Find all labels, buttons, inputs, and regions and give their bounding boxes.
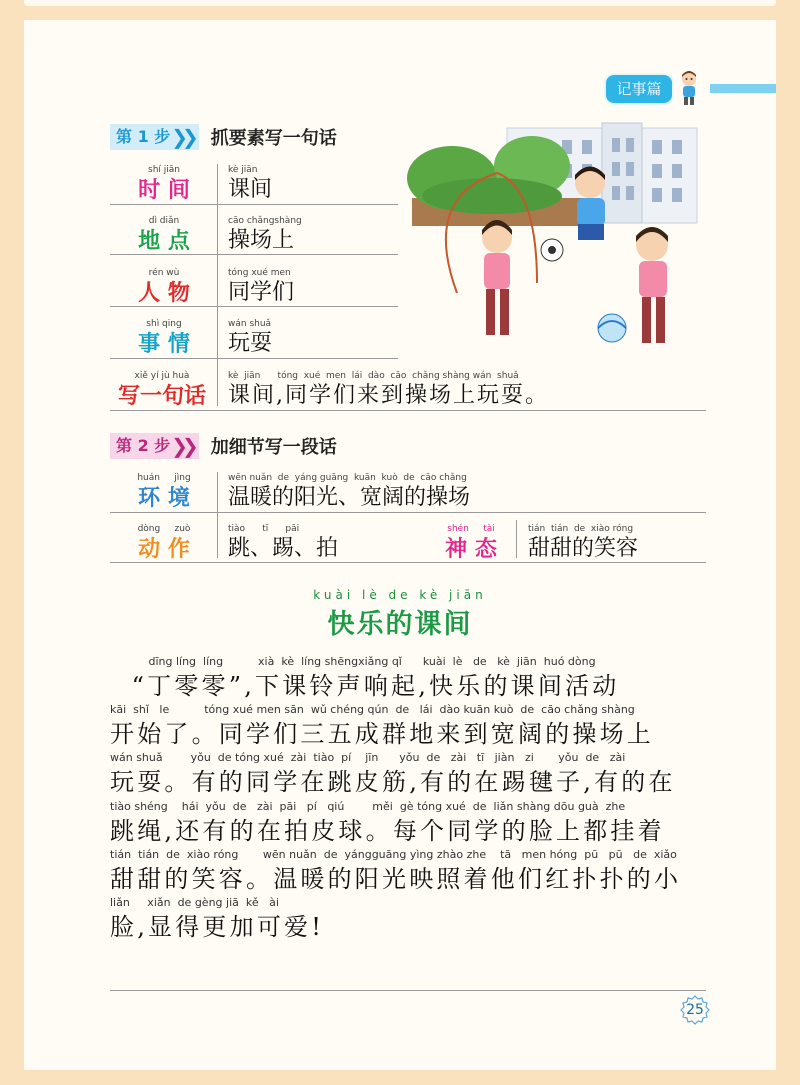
page-number: 25: [686, 1002, 704, 1018]
chevron-right-icon: ❯❯: [171, 125, 193, 149]
label-pinyin: huán jìng: [137, 473, 191, 483]
step1-title: 抓要素写一句话: [210, 128, 337, 149]
story-line-pinyin: wán shuǎ yǒu de tóng xué zài tiào pí jīn yǒu de zài tī jiàn zi yǒu de zài: [110, 751, 626, 764]
story-line-pinyin: tián tián de xiào róng wēn nuǎn de yángguāng yìng zhào zhe tā men hóng pū pū de xiǎo: [110, 848, 677, 861]
label-text: 神 态: [445, 536, 497, 562]
label-environment: [118, 472, 210, 511]
table-divider: [217, 472, 218, 558]
value-pinyin: wēn nuǎn de yáng guāng kuān kuò de cāo chǎng: [228, 473, 467, 483]
label-pinyin: dì diǎn: [148, 216, 180, 226]
value-text: 课间: [228, 177, 273, 202]
label-text: 写一句话: [117, 383, 206, 409]
value-time: [228, 164, 388, 203]
value-expression: [528, 523, 698, 562]
story-line: [110, 702, 706, 750]
step1-tag-text: 第 1 步: [116, 127, 171, 146]
header-bar: [710, 84, 776, 93]
value-pinyin: tóng xué men: [228, 268, 291, 278]
label-expression: [428, 523, 514, 562]
label-pinyin: shì qing: [146, 319, 182, 329]
story-line-text: “丁零零”,下课铃声响起,快乐的课间活动: [110, 672, 620, 700]
value-text: 操场上: [228, 228, 295, 253]
value-text: 跳、踢、拍: [228, 536, 339, 561]
table-divider: [516, 520, 517, 558]
value-environment: [228, 472, 698, 511]
footer-divider: [110, 990, 706, 991]
label-write-sentence: [110, 370, 214, 409]
label-text: 环 境: [138, 485, 190, 511]
value-text: 玩耍: [228, 331, 273, 356]
value-pinyin: tián tián de xiào róng: [528, 524, 634, 534]
step2-header: [110, 433, 337, 459]
value-pinyin: kè jiān tóng xué men lái dào cāo chǎng shàng wán shuǎ: [228, 371, 519, 381]
label-text: 动 作: [138, 536, 190, 562]
label-place: [118, 215, 210, 254]
story-line-text: 玩耍。有的同学在跳皮筋,有的在踢毽子,有的在: [110, 768, 676, 796]
value-pinyin: tiào tī pāi: [228, 524, 300, 534]
label-text: 人 物: [138, 280, 190, 306]
label-pinyin: xiě yí jù huà: [134, 371, 190, 381]
label-people: [118, 267, 210, 306]
label-text: 时 间: [138, 177, 190, 203]
kid-mascot-icon: [676, 70, 702, 106]
story-line-text: 脸,显得更加可爱!: [110, 913, 325, 941]
playground-illustration: [402, 118, 702, 363]
label-time: [118, 164, 210, 203]
value-pinyin: wán shuǎ: [228, 319, 272, 329]
story-line: [110, 847, 706, 895]
story-line-text: 跳绳,还有的在拍皮球。每个同学的脸上都挂着: [110, 817, 665, 845]
story-line: [110, 750, 706, 798]
step2-tag: [110, 433, 199, 459]
step2-tag-text: 第 2 步: [116, 436, 171, 455]
story-line: [110, 895, 706, 943]
story-line-pinyin: kāi shǐ le tóng xué men sān wǔ chéng qún de lái dào kuān kuò de cāo chǎng shàng: [110, 703, 635, 716]
label-action: [118, 523, 210, 562]
value-event: [228, 318, 388, 357]
story-line: [110, 654, 706, 702]
sentence-value: [228, 370, 698, 409]
label-text: 事 情: [138, 331, 190, 357]
story-title: 快乐的课间: [327, 609, 473, 640]
section-badge: 记事篇: [606, 75, 672, 103]
value-place: [228, 215, 388, 254]
value-text: 甜甜的笑容: [528, 536, 639, 561]
label-event: [118, 318, 210, 357]
story-line-pinyin: liǎn xiǎn de gèng jiā kě ài: [110, 896, 279, 909]
story-line-text: 开始了。同学们三五成群地来到宽阔的操场上: [110, 720, 654, 748]
step1-tag: [110, 124, 199, 150]
label-pinyin: shén tài: [447, 524, 495, 534]
label-pinyin: shí jiān: [148, 165, 180, 175]
story-line-pinyin: dīng líng líng xià kè líng shēngxiǎng qǐ kuài lè de kè jiān huó dòng: [110, 655, 596, 668]
step2-title: 加细节写一段话: [210, 437, 337, 458]
value-pinyin: kè jiān: [228, 165, 258, 175]
label-pinyin: dòng zuò: [137, 524, 191, 534]
story-line: [110, 799, 706, 847]
value-text: 同学们: [228, 280, 295, 305]
chevron-right-icon: ❯❯: [171, 434, 193, 458]
table-divider: [217, 164, 218, 406]
value-action: [228, 523, 408, 562]
value-text: 课间,同学们来到操场上玩耍。: [228, 383, 549, 408]
story-title-pinyin: kuài lè de kè jiān: [313, 588, 487, 602]
story-line-text: 甜甜的笑容。温暖的阳光映照着他们红扑扑的小: [110, 865, 682, 893]
step1-header: [110, 124, 337, 150]
previous-page-edge: [24, 0, 776, 6]
label-pinyin: rén wù: [148, 268, 180, 278]
value-text: 温暖的阳光、宽阔的操场: [228, 485, 471, 510]
label-text: 地 点: [138, 228, 190, 254]
story-line-pinyin: tiào shéng hái yǒu de zài pāi pí qiú měi gè tóng xué de liǎn shàng dōu guà zhe: [110, 800, 626, 813]
value-pinyin: cāo chǎngshàng: [228, 216, 302, 226]
value-people: [228, 267, 388, 306]
